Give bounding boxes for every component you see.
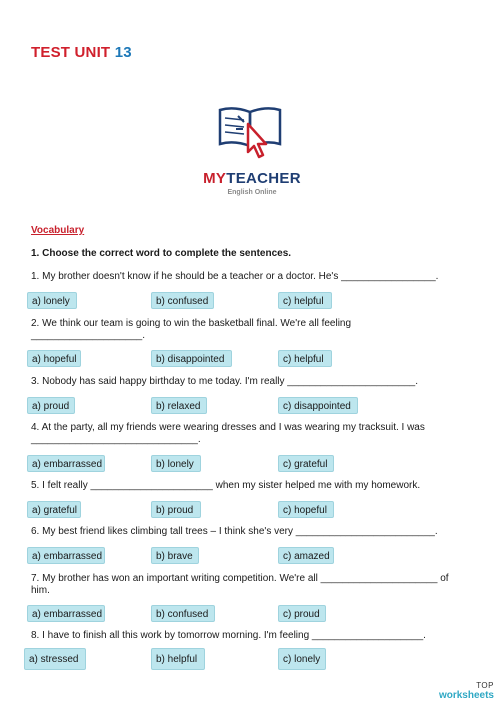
- option-q5-a[interactable]: a) grateful: [27, 501, 81, 518]
- question-4: 4. At the party, all my friends were wearing dresses and I was wearing my tracksuit. I was ______________________________.: [31, 422, 425, 445]
- instruction: 1. Choose the correct word to complete the sentences.: [31, 248, 292, 259]
- option-q7-c[interactable]: c) proud: [278, 605, 326, 622]
- title-part2: 13: [114, 44, 132, 61]
- option-q4-b[interactable]: b) lonely: [151, 455, 201, 472]
- title-part1: TEST UNIT: [31, 44, 111, 61]
- option-q8-c[interactable]: c) lonely: [278, 648, 326, 670]
- page-title: [31, 44, 132, 61]
- option-q1-b[interactable]: b) confused: [151, 292, 214, 309]
- option-q5-c[interactable]: c) hopeful: [278, 501, 334, 518]
- topworksheets-logo: [439, 681, 494, 701]
- option-q4-c[interactable]: c) grateful: [278, 455, 334, 472]
- option-q6-a[interactable]: a) embarrassed: [27, 547, 105, 564]
- book-cursor-icon: [216, 96, 288, 168]
- option-q7-b[interactable]: b) confused: [151, 605, 215, 622]
- option-q2-c[interactable]: c) helpful: [278, 350, 332, 367]
- myteacher-logo: [190, 96, 314, 201]
- option-q1-a[interactable]: a) lonely: [27, 292, 77, 309]
- logo-teacher: TEACHER: [226, 170, 301, 187]
- logo-brand: [190, 170, 314, 187]
- option-q8-b[interactable]: b) helpful: [151, 648, 205, 670]
- footer-worksheets: worksheets: [438, 690, 494, 701]
- option-q1-c[interactable]: c) helpful: [278, 292, 332, 309]
- option-q2-a[interactable]: a) hopeful: [27, 350, 81, 367]
- question-5: 5. I felt really ______________________ when my sister helped me with my homework.: [31, 480, 421, 491]
- logo-my: MY: [203, 170, 227, 187]
- option-q6-b[interactable]: b) brave: [151, 547, 199, 564]
- section-heading: Vocabulary: [31, 225, 85, 236]
- option-q3-a[interactable]: a) proud: [27, 397, 75, 414]
- question-2: 2. We think our team is going to win the basketball final. We're all feeling ____________________.: [31, 318, 352, 341]
- option-q3-c[interactable]: c) disappointed: [278, 397, 358, 414]
- question-7: 7. My brother has won an important writing competition. We're all _____________________ of him.: [31, 573, 449, 596]
- option-q5-b[interactable]: b) proud: [151, 501, 201, 518]
- option-q7-a[interactable]: a) embarrassed: [27, 605, 105, 622]
- question-3: 3. Nobody has said happy birthday to me today. I'm really _______________________.: [31, 376, 418, 387]
- option-q6-c[interactable]: c) amazed: [278, 547, 334, 564]
- footer-top: TOP: [476, 681, 494, 690]
- logo-subtitle: English Online: [227, 189, 277, 196]
- question-8: 8. I have to finish all this work by tomorrow morning. I'm feeling ____________________.: [31, 630, 426, 641]
- question-1: 1. My brother doesn't know if he should be a teacher or a doctor. He's _________________.: [31, 271, 439, 282]
- option-q8-a[interactable]: a) stressed: [24, 648, 86, 670]
- option-q3-b[interactable]: b) relaxed: [151, 397, 207, 414]
- question-6: 6. My best friend likes climbing tall trees – I think she's very _________________________.: [31, 526, 438, 537]
- option-q4-a[interactable]: a) embarrassed: [27, 455, 105, 472]
- option-q2-b[interactable]: b) disappointed: [151, 350, 232, 367]
